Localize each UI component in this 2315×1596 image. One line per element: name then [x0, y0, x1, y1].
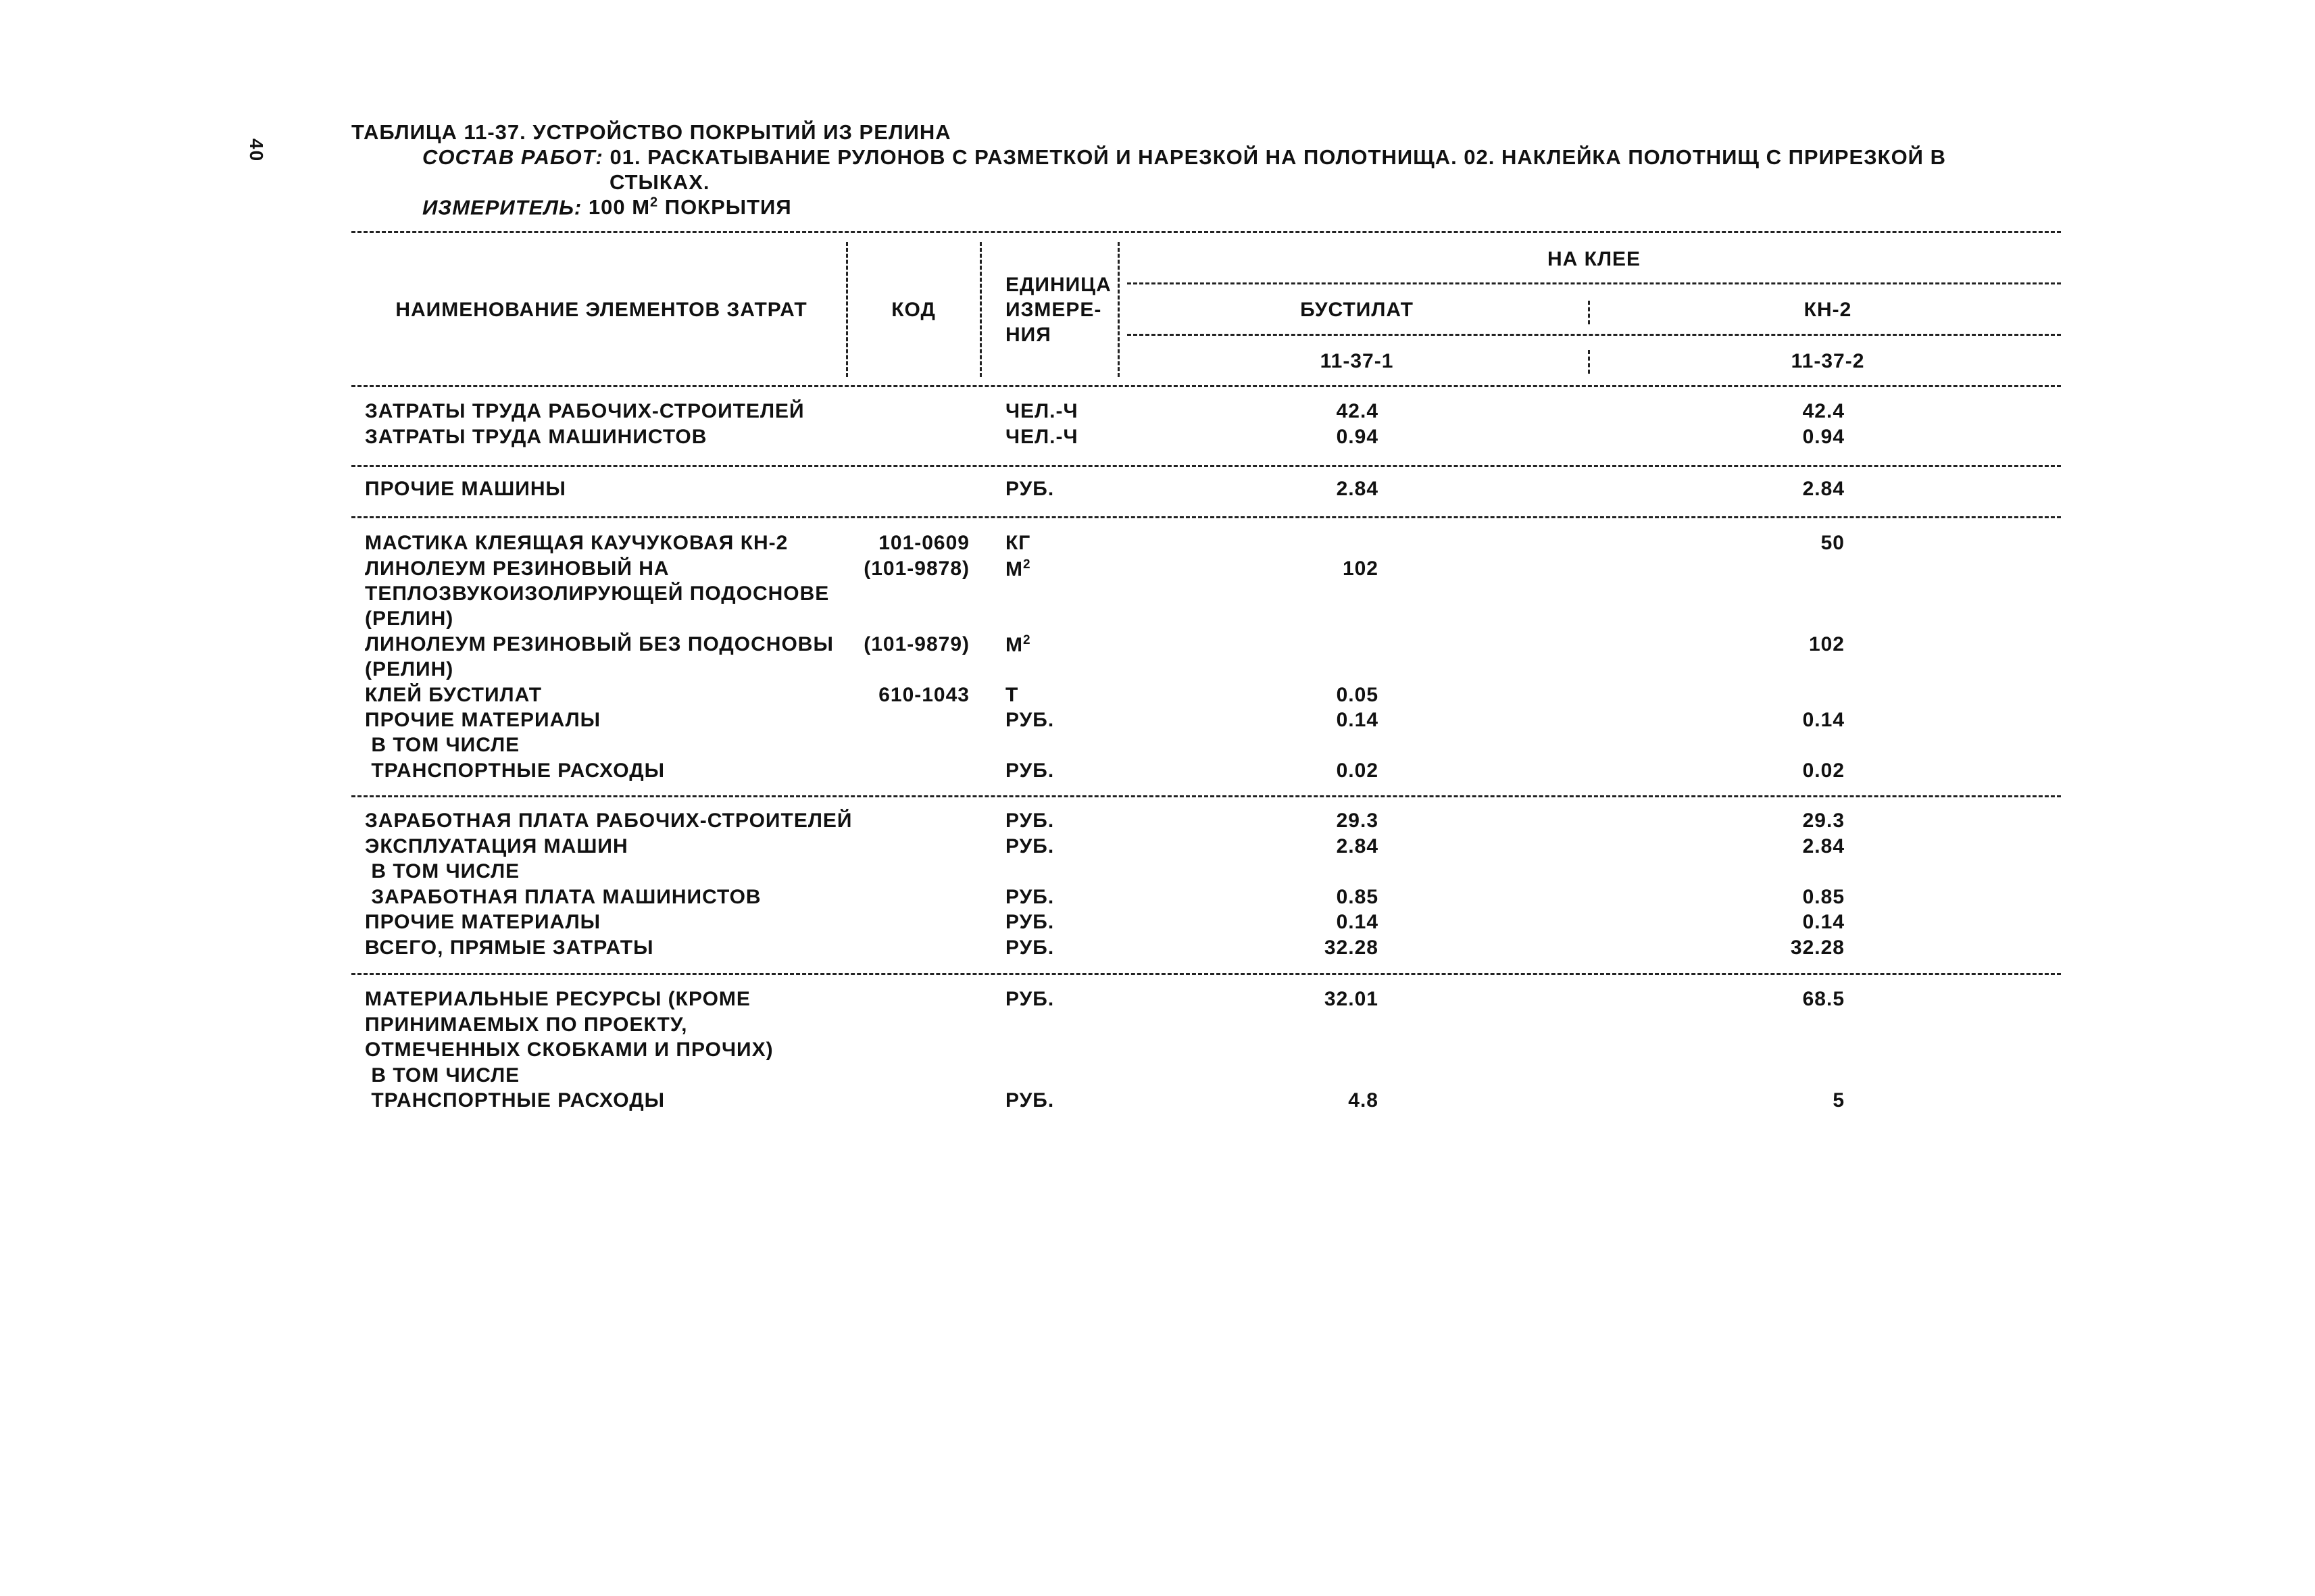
column-header-unit-3: НИЯ	[1005, 324, 1051, 346]
row-name: ТРАНСПОРТНЫЕ РАСХОДЫ	[365, 1089, 665, 1112]
section-rule-2	[351, 516, 2061, 518]
composition-label: СОСТАВ РАБОТ:	[422, 145, 603, 169]
measure-line	[422, 195, 792, 220]
row-name: ПРОЧИЕ МАТЕРИАЛЫ	[365, 911, 601, 933]
measure-value: 100 $М^2$ ПОКРЫТИЯ	[588, 195, 792, 220]
header-divider-sub-2	[1588, 350, 1590, 374]
row-name: МАСТИКА КЛЕЯЩАЯ КАУЧУКОВАЯ КН-2	[365, 532, 789, 554]
row-name: МАТЕРИАЛЬНЫЕ РЕСУРСЫ (КРОМЕ	[365, 988, 751, 1010]
column-code-1: 11-37-1	[1320, 350, 1394, 372]
row-unit: ЧЕЛ.-Ч	[1005, 426, 1078, 448]
row-unit: КГ	[1005, 532, 1031, 554]
row-name: ПРИНИМАЕМЫХ ПО ПРОЕКТУ,	[365, 1014, 688, 1036]
header-divider-code-unit	[980, 242, 982, 377]
column-header-bustilat: БУСТИЛАТ	[1300, 299, 1414, 321]
table-top-rule	[351, 231, 2061, 233]
table-title: ТАБЛИЦА 11-37. УСТРОЙСТВО ПОКРЫТИЙ ИЗ РЕЛИНА	[351, 120, 951, 144]
row-value-kn2: 0.85	[1802, 886, 1845, 908]
page-number: 40	[246, 139, 267, 163]
row-unit: ЧЕЛ.-Ч	[1005, 400, 1078, 422]
row-value-bustilat: 0.94	[1336, 426, 1378, 448]
row-value-bustilat: 42.4	[1336, 400, 1378, 422]
row-value-bustilat: 102	[1342, 557, 1378, 580]
row-name: (РЕЛИН)	[365, 658, 454, 680]
row-value-kn2: 2.84	[1802, 835, 1845, 857]
row-value-bustilat: 0.05	[1336, 684, 1378, 706]
row-value-kn2: 29.3	[1802, 809, 1845, 832]
row-code: (101-9879)	[864, 633, 970, 655]
column-header-unit-2: ИЗМЕРЕ-	[1005, 299, 1102, 321]
row-value-kn2: 0.14	[1802, 911, 1845, 933]
composition-line-1	[422, 145, 1946, 170]
row-name: В ТОМ ЧИСЛЕ	[365, 1064, 520, 1087]
row-name: В ТОМ ЧИСЛЕ	[365, 860, 520, 882]
row-name: (РЕЛИН)	[365, 607, 454, 630]
row-value-bustilat: 0.02	[1336, 759, 1378, 782]
row-value-bustilat: 2.84	[1336, 478, 1378, 500]
column-header-unit-1: ЕДИНИЦА	[1005, 274, 1112, 296]
row-name: ЛИНОЛЕУМ РЕЗИНОВЫЙ БЕЗ ПОДОСНОВЫ	[365, 633, 834, 655]
row-name: ОТМЕЧЕННЫХ СКОБКАМИ И ПРОЧИХ)	[365, 1039, 774, 1061]
measure-label: ИЗМЕРИТЕЛЬ:	[422, 195, 582, 220]
row-name: ТРАНСПОРТНЫЕ РАСХОДЫ	[365, 759, 665, 782]
row-value-bustilat: 32.28	[1324, 937, 1378, 959]
row-code: 101-0609	[878, 532, 970, 554]
row-value-kn2: 32.28	[1790, 937, 1845, 959]
row-unit: РУБ.	[1005, 709, 1055, 731]
composition-text-1: 01. РАСКАТЫВАНИЕ РУЛОНОВ С РАЗМЕТКОЙ И НАРЕЗКОЙ НА ПОЛОТНИЩА. 02. НАКЛЕЙКА ПОЛОТНИЩ С ПРИРЕЗКОЙ В	[609, 145, 1946, 169]
row-name: ЗАТРАТЫ ТРУДА МАШИНИСТОВ	[365, 426, 707, 448]
row-name: ЗАРАБОТНАЯ ПЛАТА РАБОЧИХ-СТРОИТЕЛЕЙ	[365, 809, 853, 832]
row-code: 610-1043	[878, 684, 970, 706]
row-value-bustilat: 0.14	[1336, 709, 1378, 731]
row-name: ВСЕГО, ПРЯМЫЕ ЗАТРАТЫ	[365, 937, 654, 959]
row-value-kn2: 102	[1808, 633, 1845, 655]
row-name: ТЕПЛОЗВУКОИЗОЛИРУЮЩЕЙ ПОДОСНОВЕ	[365, 582, 830, 605]
column-header-name: НАИМЕНОВАНИЕ ЭЛЕМЕНТОВ ЗАТРАТ	[395, 299, 807, 321]
header-divider-sub-1	[1588, 301, 1590, 324]
row-value-kn2: 68.5	[1802, 988, 1845, 1010]
column-group-header: НА КЛЕЕ	[1547, 248, 1641, 270]
section-rule-1	[351, 465, 2061, 467]
header-sub-rule	[1127, 334, 2061, 336]
row-unit: $М^2$	[1005, 633, 1031, 656]
row-value-kn2: 5	[1833, 1089, 1845, 1112]
row-name: ЛИНОЛЕУМ РЕЗИНОВЫЙ НА	[365, 557, 670, 580]
composition-line-2: СТЫКАХ.	[609, 170, 710, 194]
row-value-bustilat: 0.14	[1336, 911, 1378, 933]
row-value-kn2: 2.84	[1802, 478, 1845, 500]
row-name: КЛЕЙ БУСТИЛАТ	[365, 684, 543, 706]
row-name: ЗАРАБОТНАЯ ПЛАТА МАШИНИСТОВ	[365, 886, 762, 908]
column-header-kn2: КН-2	[1803, 299, 1852, 321]
row-name: ПРОЧИЕ МАТЕРИАЛЫ	[365, 709, 601, 731]
section-rule-4	[351, 973, 2061, 975]
row-value-kn2: 50	[1820, 532, 1845, 554]
row-name: ПРОЧИЕ МАШИНЫ	[365, 478, 566, 500]
section-rule-3	[351, 795, 2061, 797]
row-unit: РУБ.	[1005, 886, 1055, 908]
row-value-kn2: 0.02	[1802, 759, 1845, 782]
row-unit: $М^2$	[1005, 557, 1031, 580]
row-unit: РУБ.	[1005, 759, 1055, 782]
row-unit: РУБ.	[1005, 809, 1055, 832]
row-value-kn2: 42.4	[1802, 400, 1845, 422]
row-value-bustilat: 29.3	[1336, 809, 1378, 832]
row-unit: РУБ.	[1005, 478, 1055, 500]
header-group-rule	[1127, 282, 2061, 284]
column-header-code: КОД	[891, 299, 936, 321]
row-value-bustilat: 2.84	[1336, 835, 1378, 857]
row-name: ЭКСПЛУАТАЦИЯ МАШИН	[365, 835, 628, 857]
header-divider-name-code	[846, 242, 848, 377]
row-unit: РУБ.	[1005, 1089, 1055, 1112]
row-value-kn2: 0.94	[1802, 426, 1845, 448]
row-unit: Т	[1005, 684, 1019, 706]
row-name: ЗАТРАТЫ ТРУДА РАБОЧИХ-СТРОИТЕЛЕЙ	[365, 400, 805, 422]
row-unit: РУБ.	[1005, 911, 1055, 933]
header-bottom-rule	[351, 385, 2061, 387]
row-unit: РУБ.	[1005, 835, 1055, 857]
row-value-kn2: 0.14	[1802, 709, 1845, 731]
row-value-bustilat: 32.01	[1324, 988, 1378, 1010]
row-value-bustilat: 4.8	[1348, 1089, 1378, 1112]
row-unit: РУБ.	[1005, 988, 1055, 1010]
header-divider-unit-values	[1118, 242, 1120, 377]
column-code-2: 11-37-2	[1791, 350, 1865, 372]
row-code: (101-9878)	[864, 557, 970, 580]
row-unit: РУБ.	[1005, 937, 1055, 959]
row-name: В ТОМ ЧИСЛЕ	[365, 734, 520, 756]
row-value-bustilat: 0.85	[1336, 886, 1378, 908]
